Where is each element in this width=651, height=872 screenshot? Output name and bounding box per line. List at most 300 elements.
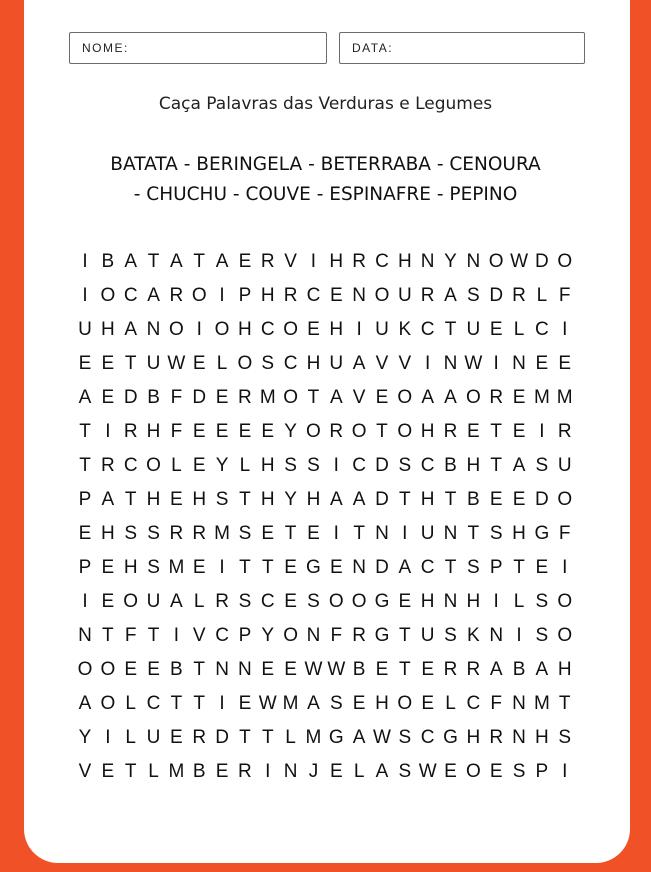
grid-letter[interactable]: E	[192, 421, 206, 442]
grid-letter[interactable]: S	[398, 727, 412, 748]
grid-letter[interactable]: B	[101, 251, 115, 272]
grid-letter[interactable]: U	[420, 523, 435, 544]
grid-letter[interactable]: I	[219, 557, 225, 578]
grid-letter[interactable]: O	[306, 421, 321, 442]
grid-letter[interactable]: T	[124, 353, 137, 374]
grid-letter[interactable]: A	[329, 387, 343, 408]
grid-letter[interactable]: L	[171, 455, 182, 476]
grid-letter[interactable]: L	[285, 727, 296, 748]
grid-letter[interactable]: S	[512, 761, 526, 782]
grid-letter[interactable]: H	[260, 455, 275, 476]
grid-letter[interactable]: E	[398, 591, 412, 612]
grid-letter[interactable]: N	[443, 353, 458, 374]
grid-letter[interactable]: J	[308, 761, 319, 782]
grid-letter[interactable]: G	[443, 727, 458, 748]
grid-letter[interactable]: T	[261, 557, 274, 578]
grid-letter[interactable]: N	[443, 591, 458, 612]
grid-letter[interactable]: R	[352, 251, 366, 272]
grid-letter[interactable]: T	[444, 557, 457, 578]
grid-letter[interactable]: Y	[284, 421, 297, 442]
grid-letter[interactable]: E	[101, 387, 115, 408]
grid-letter[interactable]: E	[101, 353, 115, 374]
grid-letter[interactable]: E	[489, 319, 503, 340]
grid-letter[interactable]: I	[173, 625, 180, 646]
grid-letter[interactable]: R	[443, 421, 458, 442]
grid-letter[interactable]: E	[512, 421, 526, 442]
grid-letter[interactable]: A	[78, 693, 92, 714]
grid-letter[interactable]: L	[216, 353, 228, 374]
grid-letter[interactable]: U	[329, 353, 344, 374]
grid-letter[interactable]: E	[147, 659, 160, 680]
grid-letter[interactable]: O	[237, 353, 253, 374]
grid-letter[interactable]: S	[467, 285, 480, 306]
grid-letter[interactable]: O	[557, 591, 573, 612]
grid-letter[interactable]: E	[192, 353, 206, 374]
grid-letter[interactable]: O	[465, 761, 481, 782]
grid-letter[interactable]: F	[170, 421, 183, 442]
grid-letter[interactable]: R	[123, 421, 138, 442]
grid-letter[interactable]: H	[535, 727, 549, 748]
grid-letter[interactable]: I	[539, 421, 545, 442]
grid-letter[interactable]: M	[305, 727, 322, 748]
grid-letter[interactable]: O	[283, 387, 298, 408]
grid-letter[interactable]: K	[398, 319, 412, 340]
grid-letter[interactable]: O	[100, 693, 116, 714]
grid-letter[interactable]: W	[373, 727, 391, 748]
grid-letter[interactable]: U	[397, 285, 412, 306]
grid-letter[interactable]: E	[215, 761, 229, 782]
grid-letter[interactable]: H	[512, 523, 526, 544]
grid-letter[interactable]: A	[170, 591, 183, 612]
grid-letter[interactable]: R	[489, 387, 504, 408]
grid-letter[interactable]: N	[489, 625, 504, 646]
grid-letter[interactable]: V	[78, 761, 92, 782]
grid-letter[interactable]: E	[512, 489, 526, 510]
grid-letter[interactable]: M	[168, 761, 185, 782]
grid-letter[interactable]: D	[375, 557, 389, 578]
grid-letter[interactable]: U	[375, 319, 389, 340]
grid-letter[interactable]: A	[101, 489, 115, 510]
grid-letter[interactable]: I	[562, 557, 568, 578]
grid-letter[interactable]: N	[78, 625, 92, 646]
grid-letter[interactable]: V	[375, 353, 389, 374]
grid-letter[interactable]: H	[146, 421, 161, 442]
grid-letter[interactable]: E	[238, 251, 252, 272]
grid-letter[interactable]: H	[420, 489, 435, 510]
grid-letter[interactable]: W	[464, 353, 483, 374]
grid-letter[interactable]: T	[79, 421, 91, 442]
grid-letter[interactable]: E	[215, 387, 229, 408]
grid-letter[interactable]: A	[489, 659, 503, 680]
grid-letter[interactable]: H	[466, 727, 481, 748]
grid-letter[interactable]: F	[490, 693, 502, 714]
grid-letter[interactable]: I	[425, 353, 431, 374]
grid-letter[interactable]: P	[238, 285, 252, 306]
grid-letter[interactable]: E	[489, 761, 503, 782]
grid-letter[interactable]: O	[397, 693, 413, 714]
grid-letter[interactable]: T	[239, 557, 251, 578]
grid-letter[interactable]: W	[258, 693, 277, 714]
grid-letter[interactable]: C	[123, 455, 138, 476]
grid-letter[interactable]: A	[124, 319, 138, 340]
name-field[interactable]	[69, 32, 327, 64]
grid-letter[interactable]: G	[374, 625, 390, 646]
grid-letter[interactable]: O	[374, 285, 390, 306]
grid-letter[interactable]: Y	[78, 727, 92, 748]
grid-letter[interactable]: H	[329, 319, 344, 340]
grid-letter[interactable]: I	[333, 523, 339, 544]
grid-letter[interactable]: A	[78, 387, 92, 408]
grid-letter[interactable]: T	[193, 693, 206, 714]
grid-letter[interactable]: C	[146, 693, 161, 714]
grid-letter[interactable]: H	[260, 489, 275, 510]
grid-letter[interactable]: O	[557, 251, 573, 272]
grid-letter[interactable]: N	[352, 557, 366, 578]
grid-letter[interactable]: F	[124, 625, 137, 646]
grid-letter[interactable]: T	[79, 455, 91, 476]
grid-letter[interactable]: U	[557, 455, 572, 476]
grid-letter[interactable]: S	[329, 693, 343, 714]
grid-letter[interactable]: S	[215, 489, 229, 510]
grid-letter[interactable]: E	[421, 659, 434, 680]
grid-letter[interactable]: O	[123, 591, 139, 612]
grid-letter[interactable]: C	[123, 285, 138, 306]
grid-letter[interactable]: U	[146, 591, 161, 612]
grid-letter[interactable]: I	[82, 285, 88, 306]
grid-letter[interactable]: C	[306, 285, 321, 306]
grid-letter[interactable]: A	[329, 489, 343, 510]
grid-letter[interactable]: P	[78, 557, 92, 578]
grid-letter[interactable]: O	[283, 625, 298, 646]
grid-letter[interactable]: G	[306, 557, 321, 578]
grid-letter[interactable]: W	[510, 251, 528, 272]
grid-letter[interactable]: H	[146, 489, 161, 510]
grid-letter[interactable]: M	[168, 557, 185, 578]
grid-letter[interactable]: A	[215, 251, 229, 272]
grid-letter[interactable]: C	[420, 727, 435, 748]
grid-letter[interactable]: H	[466, 455, 481, 476]
grid-letter[interactable]: E	[238, 421, 252, 442]
grid-letter[interactable]: M	[556, 387, 573, 408]
grid-letter[interactable]: E	[284, 659, 297, 680]
grid-letter[interactable]: O	[351, 591, 367, 612]
grid-letter[interactable]: H	[306, 489, 321, 510]
grid-letter[interactable]: B	[512, 659, 526, 680]
grid-letter[interactable]: W	[304, 659, 323, 680]
grid-letter[interactable]: O	[397, 421, 413, 442]
grid-letter[interactable]: E	[124, 659, 138, 680]
grid-letter[interactable]: I	[333, 455, 339, 476]
grid-letter[interactable]: C	[420, 557, 435, 578]
grid-letter[interactable]: B	[147, 387, 160, 408]
grid-letter[interactable]: T	[513, 557, 525, 578]
grid-letter[interactable]: E	[261, 659, 275, 680]
grid-letter[interactable]: D	[375, 455, 389, 476]
grid-letter[interactable]: S	[398, 761, 412, 782]
grid-letter[interactable]: O	[488, 251, 504, 272]
grid-letter[interactable]: L	[239, 455, 251, 476]
grid-letter[interactable]: I	[516, 625, 522, 646]
grid-letter[interactable]: Y	[444, 251, 457, 272]
grid-letter[interactable]: R	[215, 591, 229, 612]
grid-letter[interactable]: E	[307, 319, 320, 340]
grid-letter[interactable]: R	[169, 523, 184, 544]
grid-letter[interactable]: T	[307, 387, 320, 408]
grid-letter[interactable]: E	[329, 761, 343, 782]
grid-letter[interactable]: N	[512, 727, 526, 748]
grid-letter[interactable]: S	[284, 455, 297, 476]
grid-letter[interactable]: O	[328, 591, 344, 612]
grid-letter[interactable]: S	[307, 591, 320, 612]
grid-letter[interactable]: Y	[284, 489, 297, 510]
grid-letter[interactable]: D	[123, 387, 138, 408]
grid-letter[interactable]: N	[443, 523, 458, 544]
grid-letter[interactable]: C	[283, 353, 298, 374]
grid-letter[interactable]: S	[398, 455, 412, 476]
grid-letter[interactable]: H	[329, 251, 344, 272]
grid-letter[interactable]: E	[261, 523, 275, 544]
grid-letter[interactable]: C	[260, 319, 275, 340]
grid-letter[interactable]: M	[533, 693, 550, 714]
grid-letter[interactable]: R	[100, 455, 115, 476]
grid-letter[interactable]: H	[100, 319, 115, 340]
grid-letter[interactable]: C	[215, 625, 229, 646]
grid-letter[interactable]: M	[214, 523, 230, 544]
grid-letter[interactable]: E	[101, 557, 115, 578]
grid-letter[interactable]: U	[146, 727, 161, 748]
grid-letter[interactable]: N	[306, 625, 321, 646]
grid-letter[interactable]: R	[238, 387, 252, 408]
grid-letter[interactable]: S	[535, 455, 549, 476]
grid-letter[interactable]: Y	[215, 455, 229, 476]
grid-letter[interactable]: A	[147, 285, 160, 306]
grid-letter[interactable]: E	[444, 761, 457, 782]
grid-letter[interactable]: E	[329, 285, 343, 306]
grid-letter[interactable]: O	[191, 285, 207, 306]
grid-letter[interactable]: I	[82, 251, 88, 272]
grid-letter[interactable]: F	[330, 625, 343, 646]
grid-letter[interactable]: A	[375, 761, 389, 782]
grid-letter[interactable]: E	[101, 761, 115, 782]
grid-letter[interactable]: A	[512, 455, 526, 476]
grid-letter[interactable]: R	[192, 727, 207, 748]
grid-letter[interactable]: H	[466, 591, 481, 612]
grid-letter[interactable]: S	[558, 727, 572, 748]
grid-letter[interactable]: L	[513, 591, 525, 612]
grid-letter[interactable]: G	[534, 523, 550, 544]
grid-letter[interactable]: S	[307, 455, 320, 476]
grid-letter[interactable]: I	[219, 285, 225, 306]
grid-letter[interactable]: C	[260, 591, 275, 612]
grid-letter[interactable]: B	[444, 455, 457, 476]
grid-letter[interactable]: S	[124, 523, 138, 544]
grid-letter[interactable]: T	[147, 625, 160, 646]
grid-letter[interactable]: H	[397, 251, 412, 272]
grid-letter[interactable]: D	[192, 387, 207, 408]
grid-letter[interactable]: T	[444, 319, 457, 340]
grid-letter[interactable]: V	[352, 387, 366, 408]
grid-letter[interactable]: S	[147, 523, 160, 544]
grid-letter[interactable]: T	[239, 727, 251, 748]
grid-letter[interactable]: I	[493, 591, 499, 612]
grid-letter[interactable]: R	[169, 285, 184, 306]
grid-letter[interactable]: R	[329, 421, 344, 442]
grid-letter[interactable]: I	[82, 591, 88, 612]
grid-letter[interactable]: N	[146, 319, 161, 340]
grid-letter[interactable]: O	[214, 319, 230, 340]
grid-letter[interactable]: T	[490, 421, 502, 442]
grid-letter[interactable]: N	[420, 251, 435, 272]
grid-letter[interactable]: T	[353, 523, 365, 544]
grid-letter[interactable]: L	[536, 285, 548, 306]
grid-letter[interactable]: A	[170, 251, 183, 272]
grid-letter[interactable]: E	[284, 591, 297, 612]
grid-letter[interactable]: E	[261, 421, 275, 442]
grid-letter[interactable]: I	[562, 319, 568, 340]
grid-letter[interactable]: T	[284, 523, 297, 544]
grid-letter[interactable]: A	[352, 489, 366, 510]
grid-letter[interactable]: N	[512, 693, 526, 714]
grid-letter[interactable]: O	[100, 285, 116, 306]
grid-letter[interactable]: V	[284, 251, 297, 272]
grid-letter[interactable]: M	[533, 387, 550, 408]
grid-letter[interactable]: A	[398, 557, 412, 578]
grid-letter[interactable]: E	[489, 489, 503, 510]
grid-letter[interactable]: H	[420, 421, 435, 442]
grid-letter[interactable]: E	[535, 557, 549, 578]
grid-letter[interactable]: U	[78, 319, 92, 340]
grid-letter[interactable]: R	[192, 523, 207, 544]
grid-letter[interactable]: E	[467, 421, 480, 442]
grid-letter[interactable]: O	[397, 387, 413, 408]
grid-letter[interactable]: H	[123, 557, 138, 578]
grid-letter[interactable]: L	[445, 693, 456, 714]
grid-letter[interactable]: N	[238, 659, 252, 680]
grid-letter[interactable]: I	[196, 319, 202, 340]
grid-letter[interactable]: O	[168, 319, 184, 340]
grid-letter[interactable]: E	[421, 693, 434, 714]
grid-letter[interactable]: E	[284, 557, 297, 578]
grid-letter[interactable]: E	[558, 353, 572, 374]
grid-letter[interactable]: O	[557, 625, 573, 646]
grid-letter[interactable]: W	[418, 761, 437, 782]
grid-letter[interactable]: R	[283, 285, 298, 306]
grid-letter[interactable]: D	[215, 727, 229, 748]
grid-letter[interactable]: M	[282, 693, 299, 714]
grid-letter[interactable]: D	[535, 251, 549, 272]
grid-letter[interactable]: E	[535, 353, 549, 374]
grid-letter[interactable]: N	[283, 761, 298, 782]
grid-letter[interactable]: E	[329, 557, 343, 578]
grid-letter[interactable]: L	[148, 761, 159, 782]
grid-letter[interactable]: O	[351, 421, 367, 442]
grid-letter[interactable]: O	[77, 659, 93, 680]
grid-letter[interactable]: T	[147, 251, 160, 272]
grid-letter[interactable]: E	[307, 523, 320, 544]
grid-letter[interactable]: C	[375, 251, 389, 272]
grid-letter[interactable]: E	[215, 421, 229, 442]
grid-letter[interactable]: G	[328, 727, 344, 748]
grid-letter[interactable]: B	[170, 659, 183, 680]
grid-letter[interactable]: V	[398, 353, 412, 374]
grid-letter[interactable]: L	[353, 761, 365, 782]
grid-letter[interactable]: I	[219, 693, 225, 714]
grid-letter[interactable]: E	[512, 387, 526, 408]
grid-letter[interactable]: L	[193, 591, 205, 612]
grid-letter[interactable]: T	[170, 693, 183, 714]
grid-letter[interactable]: H	[306, 353, 321, 374]
grid-letter[interactable]: E	[352, 693, 366, 714]
grid-letter[interactable]: H	[238, 319, 252, 340]
grid-letter[interactable]: U	[466, 319, 481, 340]
grid-letter[interactable]: E	[192, 557, 206, 578]
grid-letter[interactable]: R	[443, 659, 458, 680]
grid-letter[interactable]: P	[535, 761, 549, 782]
grid-letter[interactable]: S	[147, 557, 160, 578]
grid-letter[interactable]: U	[146, 353, 161, 374]
grid-letter[interactable]: A	[444, 387, 457, 408]
grid-letter[interactable]: L	[125, 693, 136, 714]
grid-letter[interactable]: A	[444, 285, 457, 306]
grid-letter[interactable]: R	[238, 761, 252, 782]
grid-letter[interactable]: U	[420, 625, 435, 646]
grid-letter[interactable]: T	[399, 659, 411, 680]
grid-letter[interactable]: S	[535, 625, 549, 646]
grid-letter[interactable]: I	[356, 319, 362, 340]
grid-letter[interactable]: N	[375, 523, 389, 544]
grid-letter[interactable]: I	[493, 353, 499, 374]
grid-letter[interactable]: S	[489, 523, 503, 544]
grid-letter[interactable]: E	[101, 591, 115, 612]
grid-letter[interactable]: T	[124, 489, 137, 510]
grid-letter[interactable]: R	[352, 625, 366, 646]
grid-letter[interactable]: O	[100, 659, 116, 680]
grid-letter[interactable]: T	[444, 489, 457, 510]
grid-letter[interactable]: L	[513, 319, 525, 340]
grid-letter[interactable]: C	[466, 693, 481, 714]
grid-letter[interactable]: B	[192, 761, 206, 782]
grid-letter[interactable]: A	[124, 251, 138, 272]
grid-letter[interactable]: V	[192, 625, 206, 646]
grid-letter[interactable]: P	[78, 489, 92, 510]
grid-letter[interactable]: A	[352, 727, 366, 748]
grid-letter[interactable]: R	[420, 285, 435, 306]
grid-letter[interactable]: S	[444, 625, 457, 646]
grid-letter[interactable]: E	[78, 353, 92, 374]
grid-letter[interactable]: O	[465, 387, 481, 408]
grid-letter[interactable]: G	[374, 591, 390, 612]
grid-letter[interactable]: D	[375, 489, 389, 510]
grid-letter[interactable]: I	[310, 251, 317, 272]
grid-letter[interactable]: T	[239, 489, 251, 510]
grid-letter[interactable]: D	[489, 285, 504, 306]
grid-letter[interactable]: T	[376, 421, 388, 442]
grid-letter[interactable]: N	[215, 659, 229, 680]
grid-letter[interactable]: N	[352, 285, 366, 306]
grid-letter[interactable]: P	[489, 557, 503, 578]
grid-letter[interactable]: A	[421, 387, 434, 408]
grid-letter[interactable]: I	[562, 761, 568, 782]
grid-letter[interactable]: T	[102, 625, 114, 646]
grid-letter[interactable]: H	[375, 693, 389, 714]
grid-letter[interactable]: T	[467, 523, 480, 544]
grid-letter[interactable]: S	[261, 353, 275, 374]
grid-letter[interactable]: E	[238, 693, 252, 714]
grid-letter[interactable]: A	[352, 353, 366, 374]
grid-letter[interactable]: E	[170, 727, 183, 748]
grid-letter[interactable]: F	[170, 387, 183, 408]
grid-letter[interactable]: T	[193, 251, 206, 272]
